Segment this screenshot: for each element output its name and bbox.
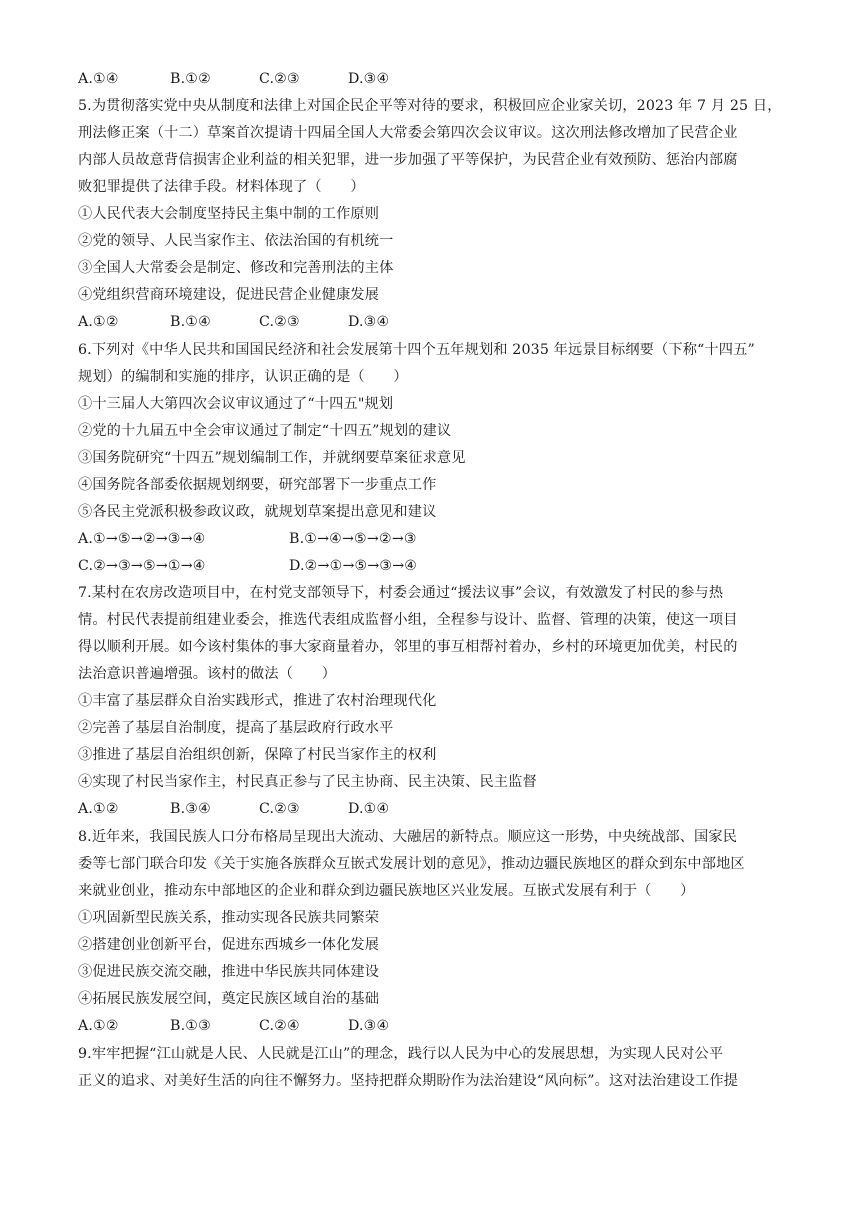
q7-item: ③推进了基层自治组织创新，保障了村民当家作主的权利 [78, 747, 437, 763]
q8-item: ④拓展民族发展空间，奠定民族区域自治的基础 [78, 991, 380, 1007]
q6-item: ③国务院研究“十四五”规划编制工作，并就纲要草案征求意见 [78, 450, 466, 466]
q8-stem-line: 来就业创业，推动东中部地区的企业和群众到边疆民族地区兴业发展。互嵌式发展有利于（ ） [78, 883, 695, 899]
q5-stem-line: 内部人员故意背信损害企业利益的相关犯罪，进一步加强了平等保护，为民营企业有效预防、惩治内部腐 [78, 152, 738, 168]
q5-option-d[interactable]: D.③④ [348, 314, 390, 330]
q5-stem-line: 败犯罪提供了法律手段。材料体现了（ ） [78, 179, 365, 195]
q5-item: ①人民代表大会制度坚持民主集中制的工作原则 [78, 206, 380, 222]
q8-option-b[interactable]: B.①③ [170, 1018, 211, 1034]
q5-option-c[interactable]: C.②③ [259, 314, 300, 330]
q8-item: ③促进民族交流交融，推进中华民族共同体建设 [78, 964, 380, 980]
q6-stem-line: 6.下列对《中华人民共和国国民经济和社会发展第十四个五年规划和 2035 年远景目标纲要（下称“十四五” [78, 342, 755, 358]
q6-option-d[interactable]: D.②→①→⑤→③→④ [289, 558, 418, 574]
q4-option-a[interactable]: A.①④ [78, 71, 119, 87]
q6-option-c[interactable]: C.②→③→⑤→①→④ [78, 558, 206, 574]
q4-option-d[interactable]: D.③④ [348, 71, 390, 87]
q5-item: ④党组织营商环境建设，促进民营企业健康发展 [78, 287, 380, 303]
q5-item: ②党的领导、人民当家作主、依法治国的有机统一 [78, 233, 394, 249]
q8-item: ①巩固新型民族关系，推动实现各民族共同繁荣 [78, 910, 380, 926]
q4-option-b[interactable]: B.①② [170, 71, 211, 87]
q9-stem-line: 正义的追求、对美好生活的向往不懈努力。坚持把群众期盼作为法治建设“风向标”。这对法治建设工作提 [78, 1073, 738, 1089]
q6-item: ②党的十九届五中全会审议通过了制定“十四五”规划的建议 [78, 423, 452, 439]
q6-item: ⑤各民主党派积极参政议政，就规划草案提出意见和建议 [78, 504, 437, 520]
q7-item: ④实现了村民当家作主，村民真正参与了民主协商、民主决策、民主监督 [78, 774, 537, 790]
q8-stem-line: 8.近年来，我国民族人口分布格局呈现出大流动、大融居的新特点。顺应这一形势，中央统战部、国家民 [78, 829, 738, 845]
q7-stem-line: 得以顺利开展。如今该村集体的事大家商量着办，邻里的事互相帮衬着办，乡村的环境更加优美，村民的 [78, 639, 738, 655]
q5-item: ③全国人大常委会是制定、修改和完善刑法的主体 [78, 260, 394, 276]
q8-item: ②搭建创业创新平台，促进东西城乡一体化发展 [78, 937, 380, 953]
q6-item: ④国务院各部委依据规划纲要，研究部署下一步重点工作 [78, 477, 437, 493]
q7-option-b[interactable]: B.③④ [170, 801, 211, 817]
q8-option-d[interactable]: D.③④ [348, 1018, 390, 1034]
q8-option-c[interactable]: C.②④ [259, 1018, 300, 1034]
q6-item: ①十三届人大第四次会议审议通过了“十四五"规划 [78, 396, 394, 412]
q5-option-b[interactable]: B.①④ [170, 314, 211, 330]
q5-stem-line: 5.为贯彻落实党中央从制度和法律上对国企民企平等对待的要求，积极回应企业家关切，2023 年 7 月 25 日， [78, 98, 782, 114]
q5-option-a[interactable]: A.①② [78, 314, 119, 330]
q6-option-b[interactable]: B.①→④→⑤→②→③ [289, 531, 417, 547]
q8-stem-line: 委等七部门联合印发《关于实施各族群众互嵌式发展计划的意见》，推动边疆民族地区的群众到东中部地区 [78, 856, 745, 872]
q7-stem-line: 7.某村在农房改造项目中，在村党支部领导下，村委会通过“援法议事”会议，有效激发了村民的参与热 [78, 585, 724, 601]
q7-item: ②完善了基层自治制度，提高了基层政府行政水平 [78, 720, 394, 736]
q7-stem-line: 情。村民代表提前组建业委会，推选代表组成监督小组，全程参与设计、监督、管理的决策，使这一项目 [78, 612, 738, 628]
q7-item: ①丰富了基层群众自治实践形式，推进了农村治理现代化 [78, 693, 437, 709]
q6-option-a[interactable]: A.①→⑤→②→③→④ [78, 531, 206, 547]
q4-option-c[interactable]: C.②③ [259, 71, 300, 87]
q7-option-d[interactable]: D.①④ [348, 801, 390, 817]
q9-stem-line: 9.牢牢把握“江山就是人民、人民就是江山”的理念，践行以人民为中心的发展思想，为实现人民对公平 [78, 1046, 724, 1062]
q7-stem-line: 法治意识普遍增强。该村的做法（ ） [78, 666, 337, 682]
q7-option-c[interactable]: C.②③ [259, 801, 300, 817]
q8-option-a[interactable]: A.①② [78, 1018, 119, 1034]
q7-option-a[interactable]: A.①② [78, 801, 119, 817]
q5-stem-line: 刑法修正案（十二）草案首次提请十四届全国人大常委会第四次会议审议。这次刑法修改增加了民营企业 [78, 125, 738, 141]
q6-stem-line: 规划）的编制和实施的排序，认识正确的是（ ） [78, 369, 408, 385]
